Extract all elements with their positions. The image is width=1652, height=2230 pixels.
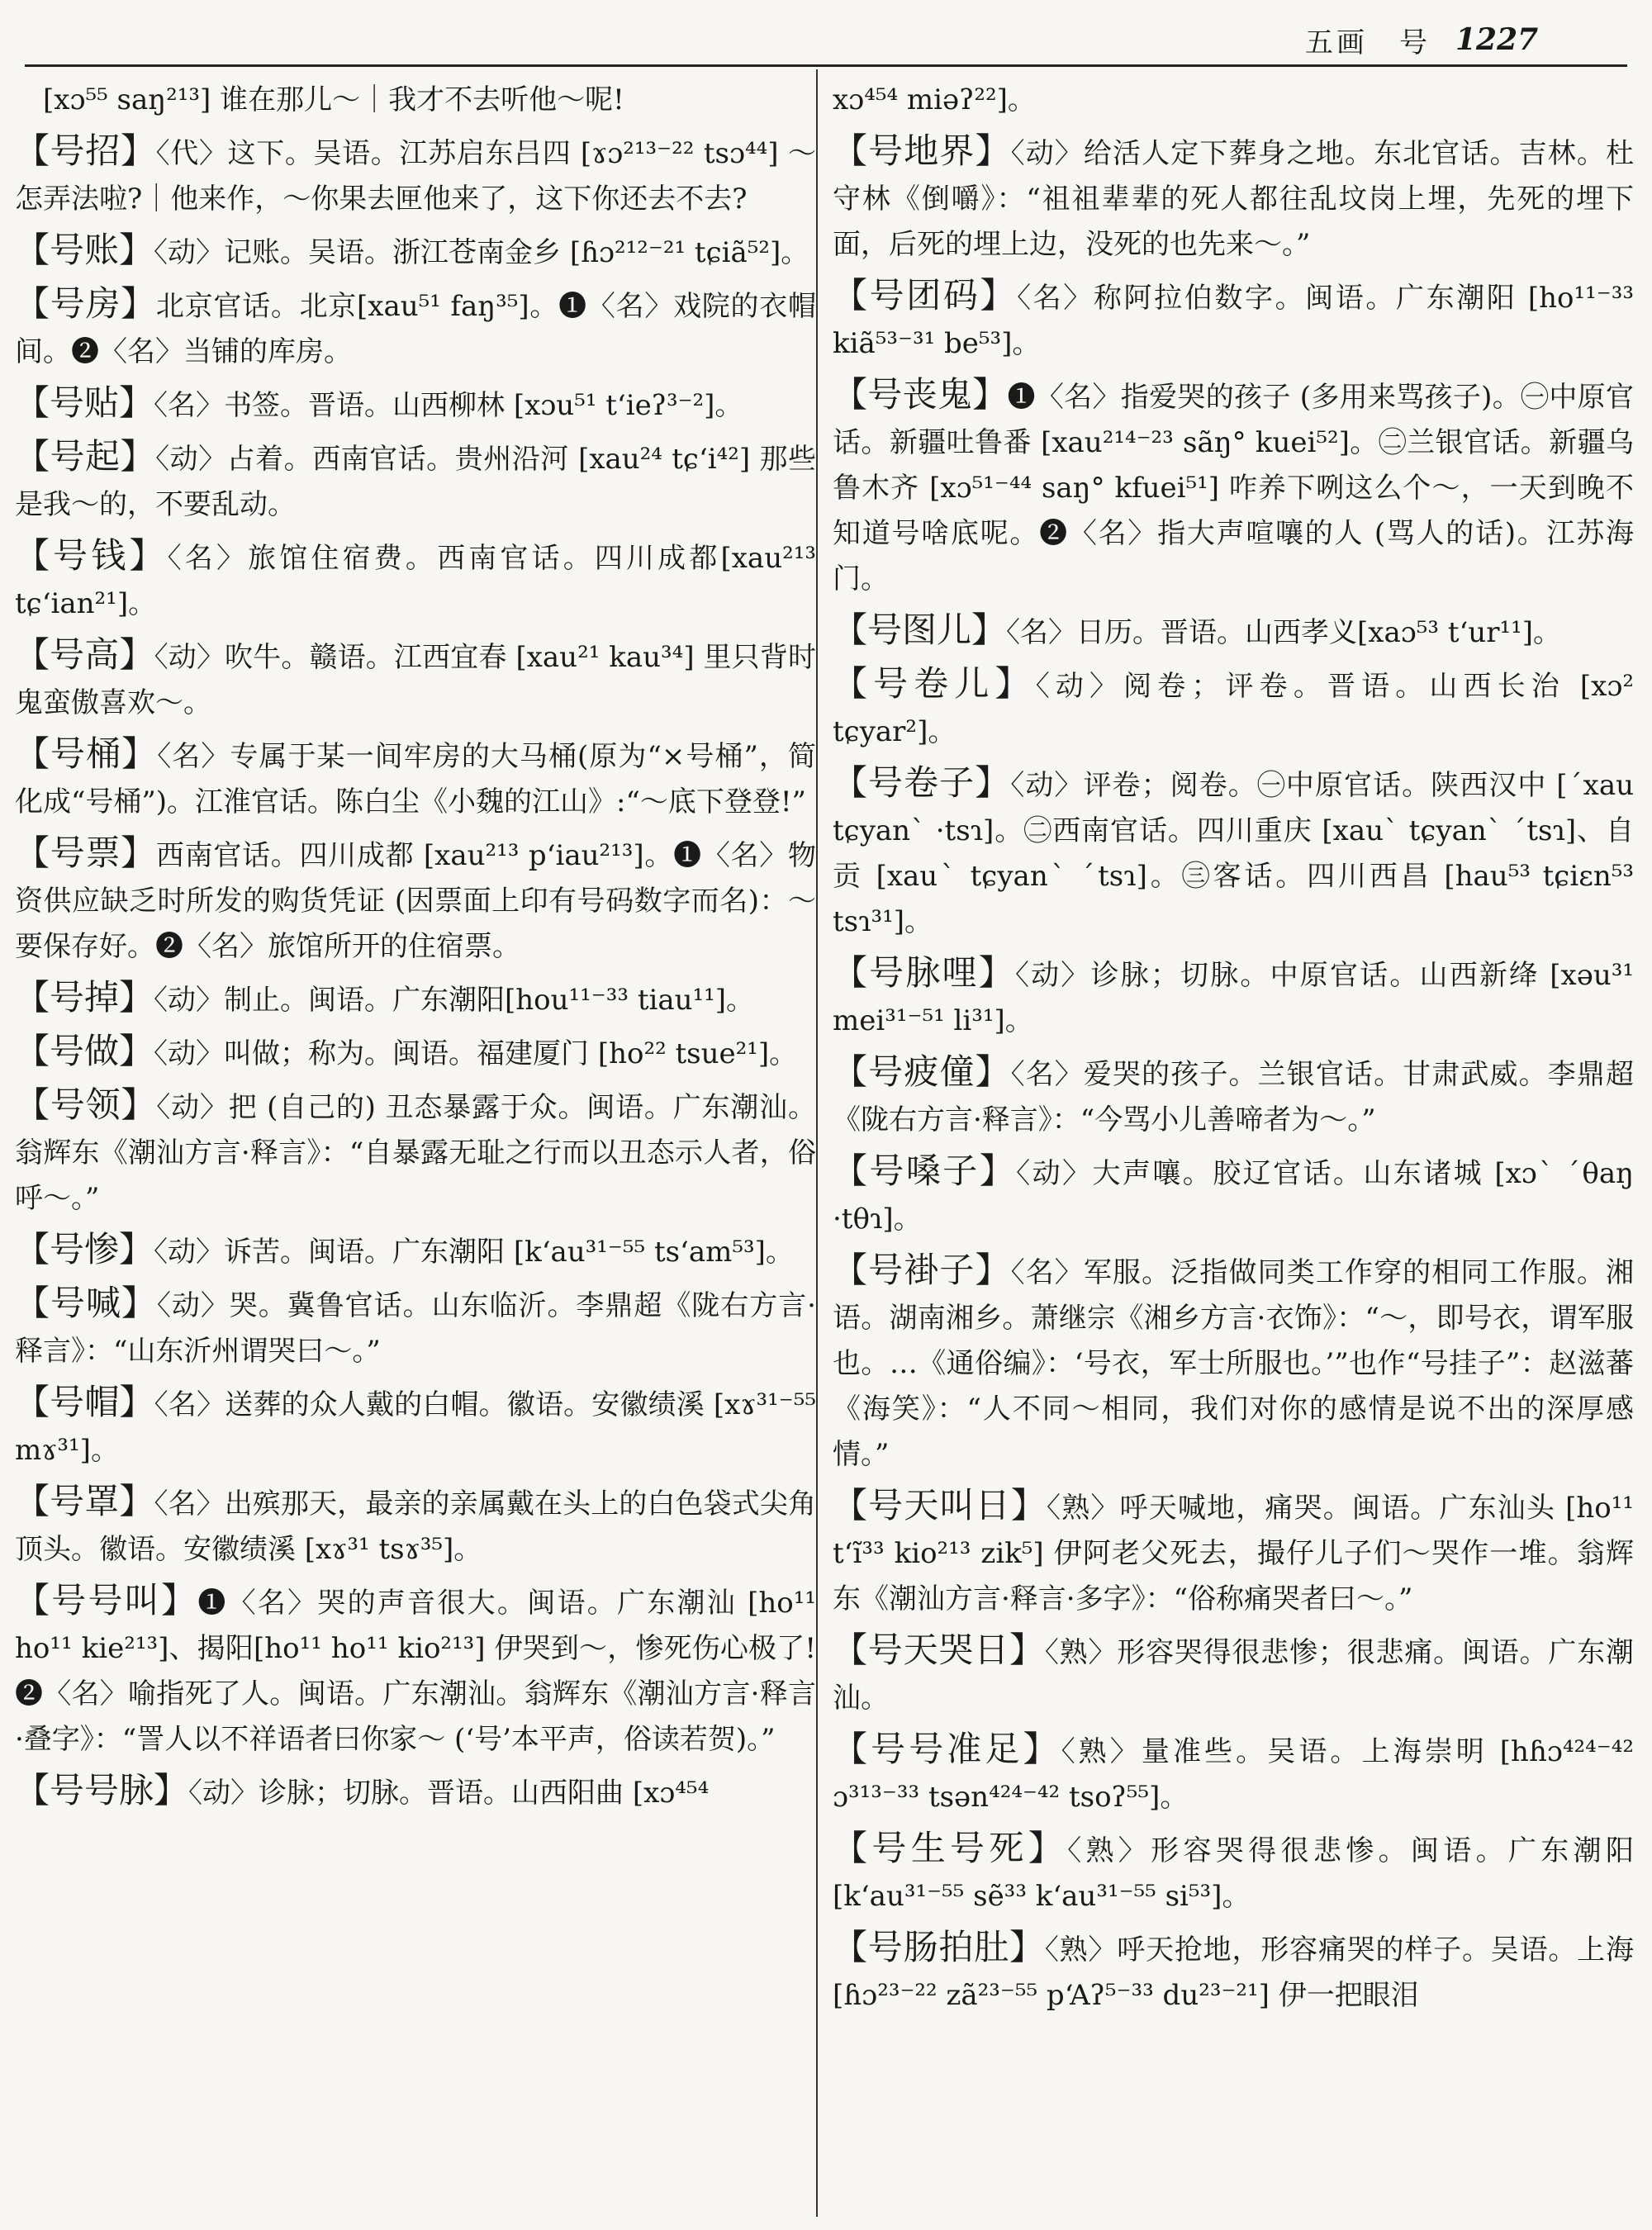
entry-definition: 〈动〉制止。闽语。广东潮阳[hou¹¹⁻³³ tiau¹¹]。 xyxy=(154,984,755,1017)
dictionary-entry xyxy=(833,1049,1634,1143)
entry-definition: 〈名〉军服。泛指做同类工作穿的相同工作服。湘语。湖南湘乡。萧继宗《湘乡方言·衣饰》：“～，即号衣，谓军服也。…《通俗编》：‘号衣，军士所服也。’”也作“号挂子”：赵滋蕃《海笑》：“人不同～相同，我们对你的感情是说不出的深厚感情。” xyxy=(833,1256,1634,1471)
dictionary-entry xyxy=(15,1578,816,1763)
entry-definition: 〈动〉诊脉；切脉。晋语。山西阳曲 [xɔ⁴⁵⁴ xyxy=(188,1777,710,1810)
column-divider xyxy=(816,69,818,2217)
entry-definition: 〈动〉诊脉；切脉。中原官话。山西新绛 [xəu³¹ mei³¹⁻⁵¹ li³¹]。 xyxy=(833,959,1634,1037)
entry-headword: 【号领】 xyxy=(15,1084,157,1125)
entry-headword: 【号帽】 xyxy=(15,1382,154,1422)
dictionary-entry xyxy=(833,661,1634,755)
entry-definition: 〈动〉诉苦。闽语。广东潮阳 [kʻau³¹⁻⁵⁵ tsʻam⁵³]。 xyxy=(154,1236,794,1269)
dictionary-entry xyxy=(833,950,1634,1044)
entry-headword: 【号肠拍肚】 xyxy=(833,1927,1045,1967)
entry-definition: 〈动〉吹牛。赣语。江西宜春 [xau²¹ kau³⁴] 里只背时鬼蛮傲喜欢～。 xyxy=(15,641,816,719)
entry-definition: 〈名〉称阿拉伯数字。闽语。广东潮阳 [ho¹¹⁻³³ kiã⁵³⁻³¹ be⁵³]。 xyxy=(833,282,1634,360)
entry-definition: 〈动〉阅卷；评卷。晋语。山西长治 [xɔ² tɕyar²]。 xyxy=(833,670,1634,748)
entry-headword: 【号号脉】 xyxy=(15,1770,189,1810)
entry-definition: 〈名〉书签。晋语。山西柳林 [xɔu⁵¹ tʻieʔ³⁻²]。 xyxy=(154,389,743,422)
dictionary-entry xyxy=(15,74,816,123)
dictionary-entry xyxy=(833,760,1634,945)
dictionary-entry xyxy=(15,731,816,825)
entry-headword: 【号卷子】 xyxy=(833,762,1011,803)
entry-headword: 【号天哭日】 xyxy=(833,1630,1045,1670)
header-rule xyxy=(25,64,1627,67)
entry-headword: 【号房】 xyxy=(15,283,156,324)
entry-definition: 〈动〉把 (自己的) 丑态暴露于众。闽语。广东潮汕。翁辉东《潮汕方言·释言》：“自暴露无耻之行而以丑态示人者，俗呼～。” xyxy=(15,1091,816,1215)
entry-definition: ❶〈名〉指爱哭的孩子 (多用来骂孩子)。㊀中原官话。新疆吐鲁番 [xau²¹⁴⁻²³ sãŋ° kuei⁵²]。㊁兰银官话。新疆乌鲁木齐 [xɔ⁵¹⁻⁴⁴ saŋ° kfuei⁵¹] 咋养下咧这么个～，一天到晚不知道号啥底呢。❷〈名〉指大声喧嚷的人 (骂人的话)。江苏海门。 xyxy=(833,381,1634,595)
dictionary-entry xyxy=(15,632,816,726)
dictionary-entry xyxy=(833,1726,1634,1820)
entry-headword: 【号掉】 xyxy=(15,977,154,1018)
dictionary-entry xyxy=(15,1767,816,1816)
entry-headword: 【号桶】 xyxy=(15,733,158,774)
entry-headword: 【号起】 xyxy=(15,436,156,477)
entry-definition: 〈动〉评卷；阅卷。㊀中原官话。陕西汉中 [ˊxau tɕyanˋ ·tsɿ]。㊁西南官话。四川重庆 [xauˋ tɕyanˋ ˊtsɿ]、自贡 [xauˋ tɕyanˋ ˊtsɿ]。㊂客话。四川西昌 [hau⁵³ tɕiɛn⁵³ tsɿ³¹]。 xyxy=(833,769,1634,938)
dictionary-entry xyxy=(833,607,1634,656)
entry-headword: 【号高】 xyxy=(15,634,154,675)
entry-headword: 【号团码】 xyxy=(833,275,1018,316)
entry-headword: 【号号叫】 xyxy=(15,1580,198,1620)
dictionary-entry xyxy=(833,1483,1634,1622)
entry-definition: 〈熟〉量准些。吴语。上海崇明 [hɦɔ⁴²⁴⁻⁴² ɔ³¹³⁻³³ tsən⁴²⁴⁻⁴² tsoʔ⁵⁵]。 xyxy=(833,1735,1634,1814)
entry-headword: 【号丧鬼】 xyxy=(833,374,1008,415)
entry-headword: 【号地界】 xyxy=(833,130,1011,171)
entry-definition: 〈动〉给活人定下葬身之地。东北官话。吉林。杜守林《倒嚼》：“祖祖辈辈的死人都往乱坟岗上埋，先死的埋下面，后死的埋上边，没死的也先来～。” xyxy=(833,137,1634,261)
entry-headword: 【号卷儿】 xyxy=(833,663,1036,704)
dictionary-entry xyxy=(15,128,816,222)
entry-headword: 【号天叫日】 xyxy=(833,1485,1047,1525)
entry-definition: 〈名〉旅馆住宿费。西南官话。四川成都[xau²¹³ tɕʻian²¹]。 xyxy=(15,542,816,620)
dictionary-entry xyxy=(15,1226,816,1275)
entry-definition: 〈熟〉形容哭得很悲惨；很悲痛。闽语。广东潮汕。 xyxy=(833,1636,1634,1715)
entry-definition: 〈动〉哭。冀鲁官话。山东临沂。李鼎超《陇右方言·释言》：“山东沂州谓哭曰～。” xyxy=(15,1289,816,1368)
entry-headword: 【号生号死】 xyxy=(833,1828,1068,1868)
dictionary-entry xyxy=(15,533,816,627)
entry-definition: xɔ⁴⁵⁴ miəʔ²²]。 xyxy=(833,83,1036,116)
dictionary-entry xyxy=(833,1924,1634,2019)
dictionary-entry xyxy=(833,74,1634,123)
dictionary-entry xyxy=(833,1825,1634,1919)
entry-headword: 【号账】 xyxy=(15,230,154,270)
dictionary-entry xyxy=(833,1627,1634,1721)
dictionary-entry xyxy=(15,975,816,1023)
dictionary-entry xyxy=(15,1280,816,1374)
entry-headword: 【号钱】 xyxy=(15,535,168,576)
entry-definition: 〈熟〉形容哭得很悲惨。闽语。广东潮阳 [kʻau³¹⁻⁵⁵ sẽ³³ kʻau³¹⁻⁵⁵ si⁵³]。 xyxy=(833,1834,1634,1913)
dictionary-entry xyxy=(833,1148,1634,1242)
entry-definition: 〈名〉爱哭的孩子。兰银官话。甘肃武威。李鼎超《陇右方言·释言》：“今骂小儿善啼者为～。” xyxy=(833,1058,1634,1136)
left-column xyxy=(15,74,816,2213)
entry-headword: 【号招】 xyxy=(15,130,156,171)
dictionary-entry xyxy=(15,1379,816,1473)
entry-definition: 〈熟〉呼天喊地，痛哭。闽语。广东汕头 [ho¹¹ tʻĩ³³ kio²¹³ zik⁵] 伊阿老父死去，撮仔儿子们～哭作一堆。翁辉东《潮汕方言·释言·多字》：“俗称痛哭者曰～。” xyxy=(833,1492,1634,1616)
entry-headword: 【号惨】 xyxy=(15,1229,154,1269)
entry-definition: [xɔ⁵⁵ saŋ²¹³] 谁在那儿～｜我才不去听他～呢! xyxy=(15,83,624,116)
dictionary-entry xyxy=(15,380,816,429)
dictionary-entry xyxy=(15,1028,816,1077)
dictionary-entry xyxy=(15,434,816,528)
entry-definition: 〈熟〉呼天抢地，形容痛哭的样子。吴语。上海 [ɦɔ²³⁻²² zã²³⁻⁵⁵ pʻAʔ⁵⁻³³ du²³⁻²¹] 伊一把眼泪 xyxy=(833,1933,1634,2012)
running-head: 五画 号 xyxy=(1305,26,1431,59)
entry-headword: 【号图儿】 xyxy=(833,610,1007,650)
entry-definition: 〈名〉出殡那天，最亲的亲属戴在头上的白色袋式尖角顶头。徽语。安徽绩溪 [xɤ³¹ tsɤ³⁵]。 xyxy=(15,1487,816,1566)
entry-definition: 西南官话。四川成都 [xau²¹³ pʻiau²¹³]。❶〈名〉物资供应缺乏时所发的购货凭证 (因票面上印有号码数字而名)：～要保存好。❷〈名〉旅馆所开的住宿票。 xyxy=(15,839,816,963)
entry-headword: 【号脉哩】 xyxy=(833,952,1015,993)
entry-definition: 〈名〉专属于某一间牢房的大马桶(原为“×号桶”，简化成“号桶”)。江淮官话。陈白尘《小魏的江山》:“～底下登登!” xyxy=(15,740,816,818)
entry-headword: 【号贴】 xyxy=(15,382,154,423)
page-header xyxy=(1305,15,1635,64)
entry-definition: 〈名〉送葬的众人戴的白帽。徽语。安徽绩溪 [xɤ³¹⁻⁵⁵ mɤ³¹]。 xyxy=(15,1388,816,1467)
dictionary-entry xyxy=(15,227,816,276)
dictionary-entry xyxy=(833,1247,1634,1478)
entry-definition: 〈代〉这下。吴语。江苏启东吕四 [ɤɔ²¹³⁻²² tsɔ⁴⁴] ～怎弄法啦?｜他来作，～你果去匣他来了，这下你还去不去? xyxy=(15,137,816,216)
page-number: 1227 xyxy=(1455,22,1539,57)
right-column xyxy=(833,74,1634,2213)
entry-headword: 【号喊】 xyxy=(15,1283,157,1323)
dictionary-entry xyxy=(15,281,816,375)
entry-headword: 【号票】 xyxy=(15,833,156,873)
dictionary-entry xyxy=(15,830,816,970)
entry-definition: 〈动〉占着。西南官话。贵州沿河 [xau²⁴ tɕʻi⁴²] 那些是我～的，不要乱动。 xyxy=(15,443,816,521)
entry-definition: 〈名〉日历。晋语。山西孝义[xaɔ⁵³ tʻur¹¹]。 xyxy=(1006,616,1561,649)
entry-definition: 〈动〉大声嚷。胶辽官话。山东诸城 [xɔˋ ˊθaŋ ·tθɿ]。 xyxy=(833,1157,1634,1236)
entry-headword: 【号罩】 xyxy=(15,1481,154,1521)
entry-definition: 〈动〉记账。吴语。浙江苍南金乡 [ɦɔ²¹²⁻²¹ tɕiã⁵²]。 xyxy=(154,236,809,269)
dictionary-entry xyxy=(15,1478,816,1573)
dictionary-entry xyxy=(833,128,1634,268)
entry-headword: 【号号准足】 xyxy=(833,1729,1061,1769)
dictionary-entry xyxy=(833,273,1634,367)
entry-definition: 北京官话。北京[xau⁵¹ faŋ³⁵]。❶〈名〉戏院的衣帽间。❷〈名〉当铺的库房。 xyxy=(15,290,816,368)
dictionary-entry xyxy=(833,372,1634,602)
entry-headword: 【号褂子】 xyxy=(833,1250,1011,1290)
entry-headword: 【号疲僮】 xyxy=(833,1051,1011,1092)
entry-definition: 〈动〉叫做；称为。闽语。福建厦门 [ho²² tsue²¹]。 xyxy=(154,1037,798,1070)
entry-headword: 【号嗓子】 xyxy=(833,1151,1017,1191)
entry-definition: ❶〈名〉哭的声音很大。闽语。广东潮汕 [ho¹¹ ho¹¹ kie²¹³]、揭阳[ho¹¹ ho¹¹ kio²¹³] 伊哭到～，惨死伤心极了!❷〈名〉喻指死了人。闽语。广东潮汕。翁辉东《潮汕方言·释言·叠字》：“詈人以不祥语者曰你家～ (‘号’本平声，俗读若贺)。” xyxy=(15,1587,816,1756)
dictionary-entry xyxy=(15,1082,816,1222)
entry-headword: 【号做】 xyxy=(15,1031,154,1071)
